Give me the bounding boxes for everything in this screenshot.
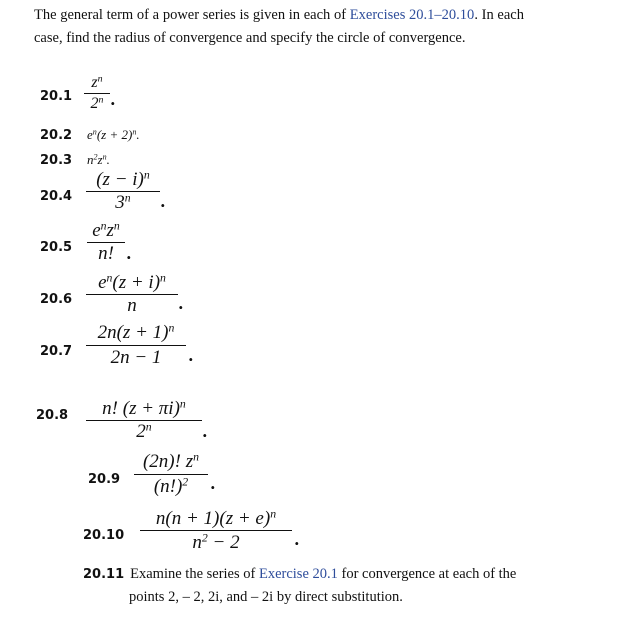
exercise-number: 20.10 [83,528,125,543]
exercise-number: 20.9 [88,472,121,487]
exercise-20-3-expression: $n^2z^n$. [87,152,110,167]
exercise-20-6-fraction: $e^n(z + i)^n$ n [86,273,178,316]
exercise-20-8-fraction: n! $(z + \pi i)^n$ 2$^n$ [86,399,202,442]
exercise-20-2-expression: $e^n(z + 2)^n$. [87,127,140,142]
exercise-20-4-fraction: $(z - i)^n$ 3$^n$ [86,170,160,213]
exercise-20-10-fraction: $n(n + 1)(z + e)^n$ $n^2 - 2$ [140,508,292,553]
intro-text-end: . In each case, find the radius of convergence and specify the circle of convergence. [34,7,524,46]
exercise-number: 20.4 [40,189,73,204]
exercises-link[interactable]: Exercises 20.1–20.10 [349,7,475,23]
exercise-20-1-link[interactable]: Exercise 20.1 [258,566,338,582]
exercise-20-11: 20.11 Examine the series of Exercise 20.1 for convergence at each of the points 2, – 2, 2i, and – 2i by direct substitution. [83,563,583,609]
exercise-20-11-line2: points 2, – 2, 2i, and – 2i by direct substitution. [129,589,403,605]
exercise-number: 20.2 [40,128,73,143]
exercise-number: 20.8 [36,408,69,423]
exercise-20-7-fraction: $2n(z + 1)^n$ 2n − 1 [86,322,186,369]
intro-paragraph [34,4,524,50]
exercise-number: 20.5 [40,240,73,255]
exercise-number: 20.7 [40,344,73,359]
intro-text: The general term of a power series is given in each of [34,7,350,23]
exercise-20-1-fraction: $z^n$ 2$^n$ [84,74,110,113]
exercise-number: 20.11 [83,567,125,582]
exercise-20-9-fraction: (2n)! $z^n$ $(n!)^2$ [134,451,208,498]
exercise-number: 20.3 [40,153,73,168]
exercise-20-5-fraction: $e^nz^n$ n! [87,221,125,264]
exercise-number: 20.6 [40,292,73,307]
exercise-number: 20.1 [40,89,73,104]
